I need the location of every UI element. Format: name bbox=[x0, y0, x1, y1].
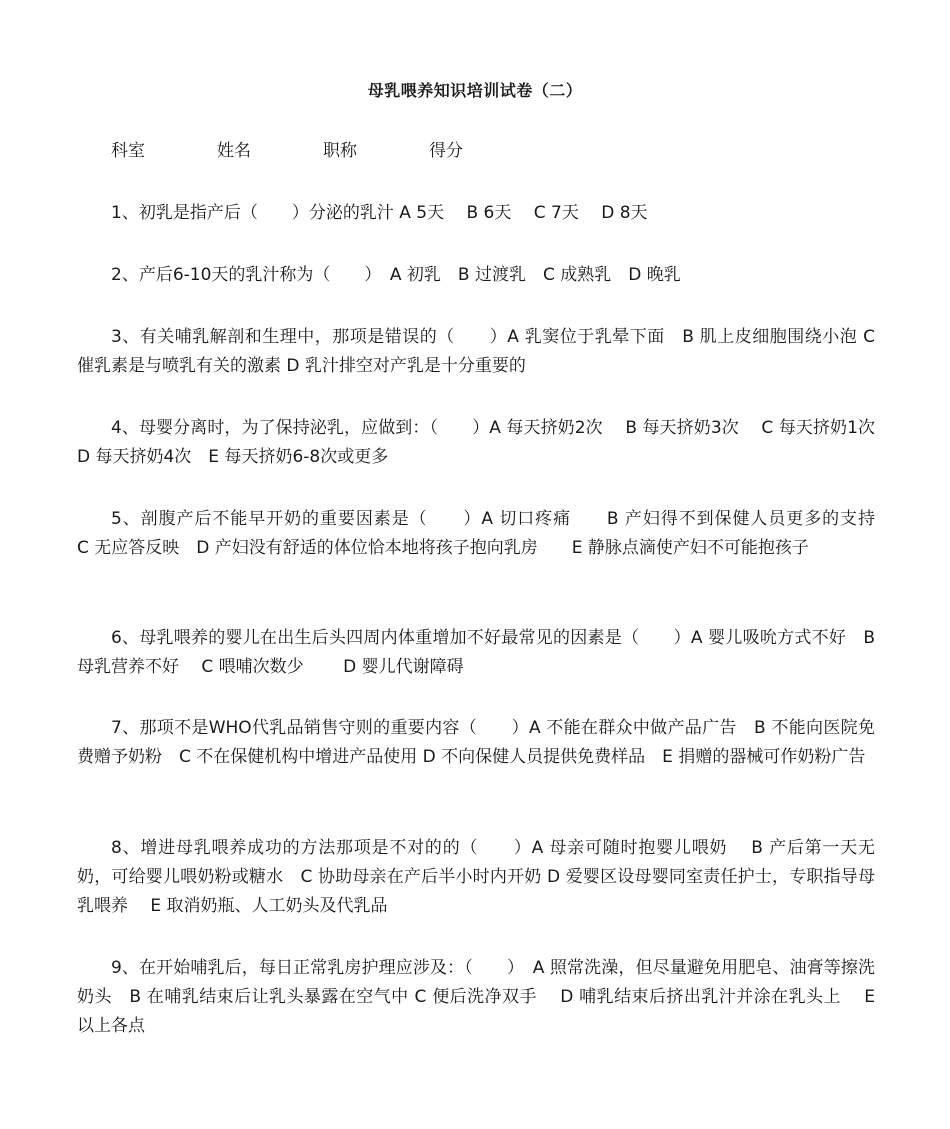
score-field-label: 得分 bbox=[429, 141, 463, 161]
name-field-label: 姓名 bbox=[217, 141, 251, 161]
question-5: 5、剖腹产后不能早开奶的重要因素是（ ）A 切口疼痛 B 产妇得不到保健人员更多的支持 C 无应答反映 D 产妇没有舒适的体位恰本地将孩子抱向乳房 E 静脉点滴使产妇不可能抱孩子 bbox=[77, 509, 909, 558]
question-7: 7、那项不是WHO代乳品销售守则的重要内容（ ）A 不能在群众中做产品广告 B 不能向医院免费赠予奶粉 C 不在保健机构中增进产品使用 D 不向保健人员提供免费样品 E 捐赠的器械可作奶粉广告 bbox=[77, 718, 875, 767]
position-field-label: 职称 bbox=[323, 141, 357, 161]
question-2: 2、产后6-10天的乳汁称为（ ） A 初乳 B 过渡乳 C 成熟乳 D 晚乳 bbox=[111, 265, 681, 285]
student-info-fields bbox=[111, 140, 535, 162]
question-8: 8、增进母乳喂养成功的方法那项是不对的的（ ）A 母亲可随时抱婴儿喂奶 B 产后第一天无奶，可给婴儿喂奶粉或糖水 C 协助母亲在产后半小时内开奶 D 爱婴区设母婴同室责任护士，专职指导母乳喂养 E 取消奶瓶、人工奶头及代乳品 bbox=[77, 838, 875, 916]
question-9: 9、在开始哺乳后，每日正常乳房护理应涉及：（ ） A 照常洗澡，但尽量避免用肥皂、油膏等擦洗奶头 B 在哺乳结束后让乳头暴露在空气中 C 便后洗净双手 D 哺乳结束后挤出乳汁并涂在乳头上 E 以上各点 bbox=[77, 958, 875, 1036]
department-field-label: 科室 bbox=[111, 141, 145, 161]
exam-title: 母乳喂养知识培训试卷（二） bbox=[367, 81, 583, 100]
question-3: 3、有关哺乳解剖和生理中，那项是错误的（ ）A 乳窦位于乳晕下面 B 肌上皮细胞围绕小泡 C 催乳素是与喷乳有关的激素 D 乳汁排空对产乳是十分重要的 bbox=[77, 327, 875, 376]
question-6: 6、母乳喂养的婴儿在出生后头四周内体重增加不好最常见的因素是（ ）A 婴儿吸吮方式不好 B 母乳营养不好 C 喂哺次数少 D 婴儿代谢障碍 bbox=[77, 628, 875, 677]
question-1: 1、初乳是指产后（ ）分泌的乳汁 A 5天 B 6天 C 7天 D 8天 bbox=[111, 203, 648, 223]
question-4: 4、母婴分离时，为了保持泌乳，应做到：（ ）A 每天挤奶2次 B 每天挤奶3次 C 每天挤奶1次 D 每天挤奶4次 E 每天挤奶6-8次或更多 bbox=[77, 418, 892, 467]
